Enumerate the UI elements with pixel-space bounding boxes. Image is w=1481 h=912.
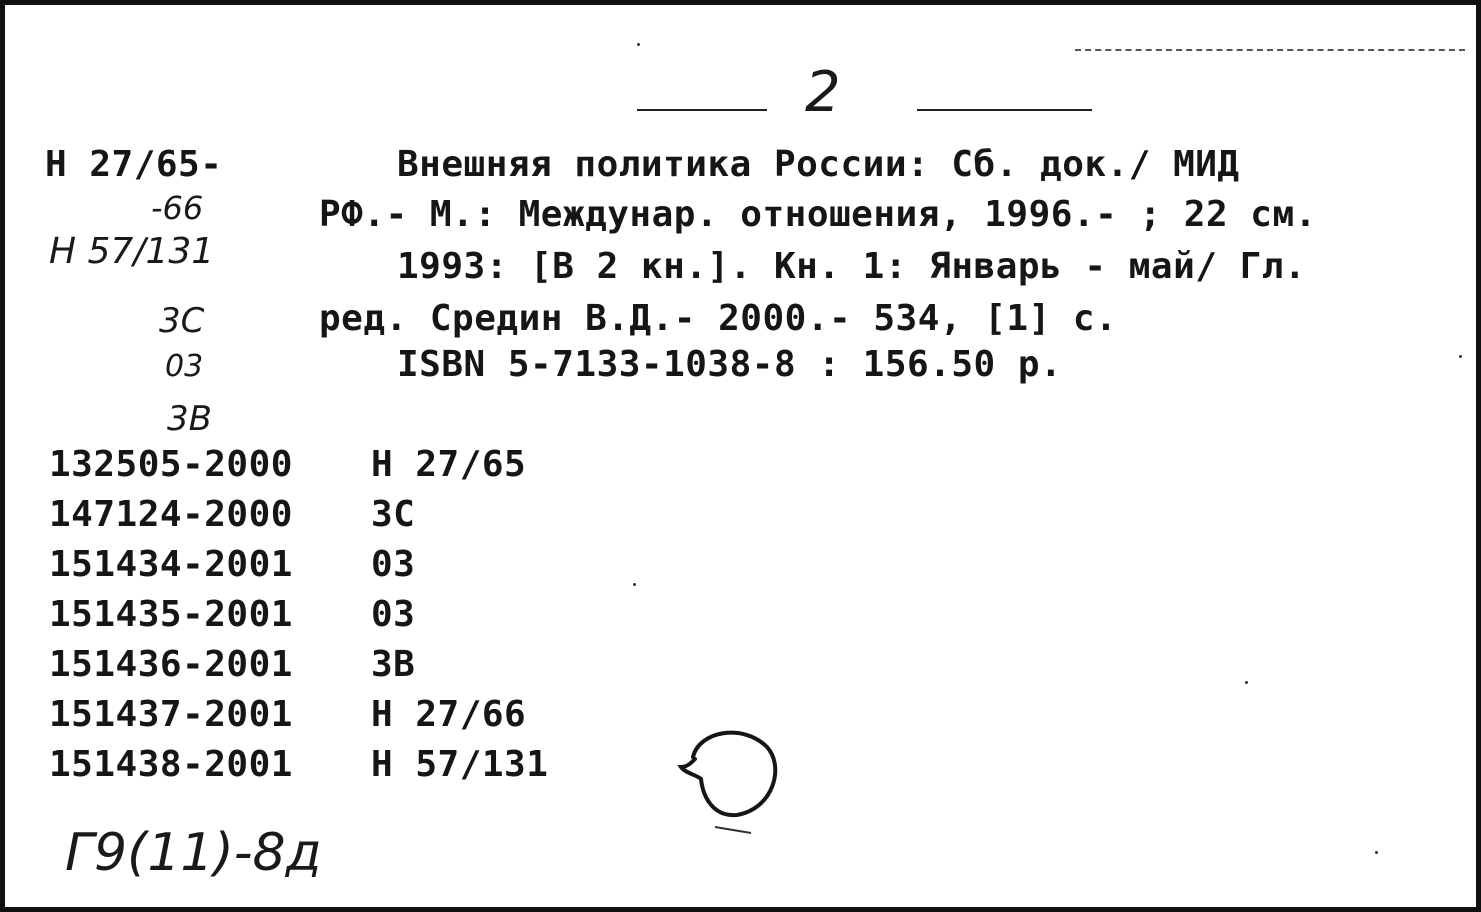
scan-speck	[1459, 355, 1462, 358]
holding-location: Н 57/131	[371, 744, 549, 785]
holding-location: Н 27/65	[371, 444, 527, 485]
shelf-mark-alt-handwritten: Н 57/131	[49, 231, 215, 272]
scan-speck	[1245, 681, 1248, 684]
section-mark-3: 3В	[167, 399, 212, 439]
classification-handwritten: Г9(11)-8д	[65, 823, 322, 883]
holding-inventory: 132505-2000	[49, 444, 293, 485]
holding-inventory: 151438-2001	[49, 744, 293, 785]
entry-line-4: ред. Средин В.Д.- 2000.- 534, [1] с.	[319, 298, 1118, 339]
left-header-rule	[637, 109, 767, 111]
scan-speck	[633, 583, 636, 586]
holding-inventory: 151437-2001	[49, 694, 293, 735]
punch-hole-icon	[673, 717, 793, 837]
section-mark-2: 03	[165, 349, 204, 384]
scan-speck	[1375, 851, 1378, 854]
holding-location: 3В	[371, 644, 416, 685]
holding-location: 03	[371, 594, 416, 635]
holding-location: 03	[371, 544, 416, 585]
entry-line-2: РФ.- М.: Междунар. отношения, 1996.- ; 22 см.	[319, 194, 1317, 235]
holding-location: Н 27/66	[371, 694, 527, 735]
entry-line-5: ISBN 5-7133-1038-8 : 156.50 р.	[397, 344, 1063, 385]
right-header-rule	[917, 109, 1092, 111]
holding-inventory: 151434-2001	[49, 544, 293, 585]
holding-inventory: 151436-2001	[49, 644, 293, 685]
shelf-mark-typed: Н 27/65-	[45, 144, 223, 185]
holding-inventory: 151435-2001	[49, 594, 293, 635]
holding-inventory: 147124-2000	[49, 494, 293, 535]
range-continuation-handwritten: -66	[151, 189, 204, 227]
entry-line-1: Внешняя политика России: Сб. док./ МИД	[397, 144, 1240, 185]
entry-line-3: 1993: [В 2 кн.]. Кн. 1: Январь - май/ Гл.	[397, 246, 1307, 287]
scan-dash-line	[1075, 49, 1465, 51]
scan-speck	[637, 43, 640, 46]
card-number: 2	[805, 60, 841, 125]
holding-location: 3С	[371, 494, 416, 535]
section-mark-1: 3С	[159, 301, 205, 341]
